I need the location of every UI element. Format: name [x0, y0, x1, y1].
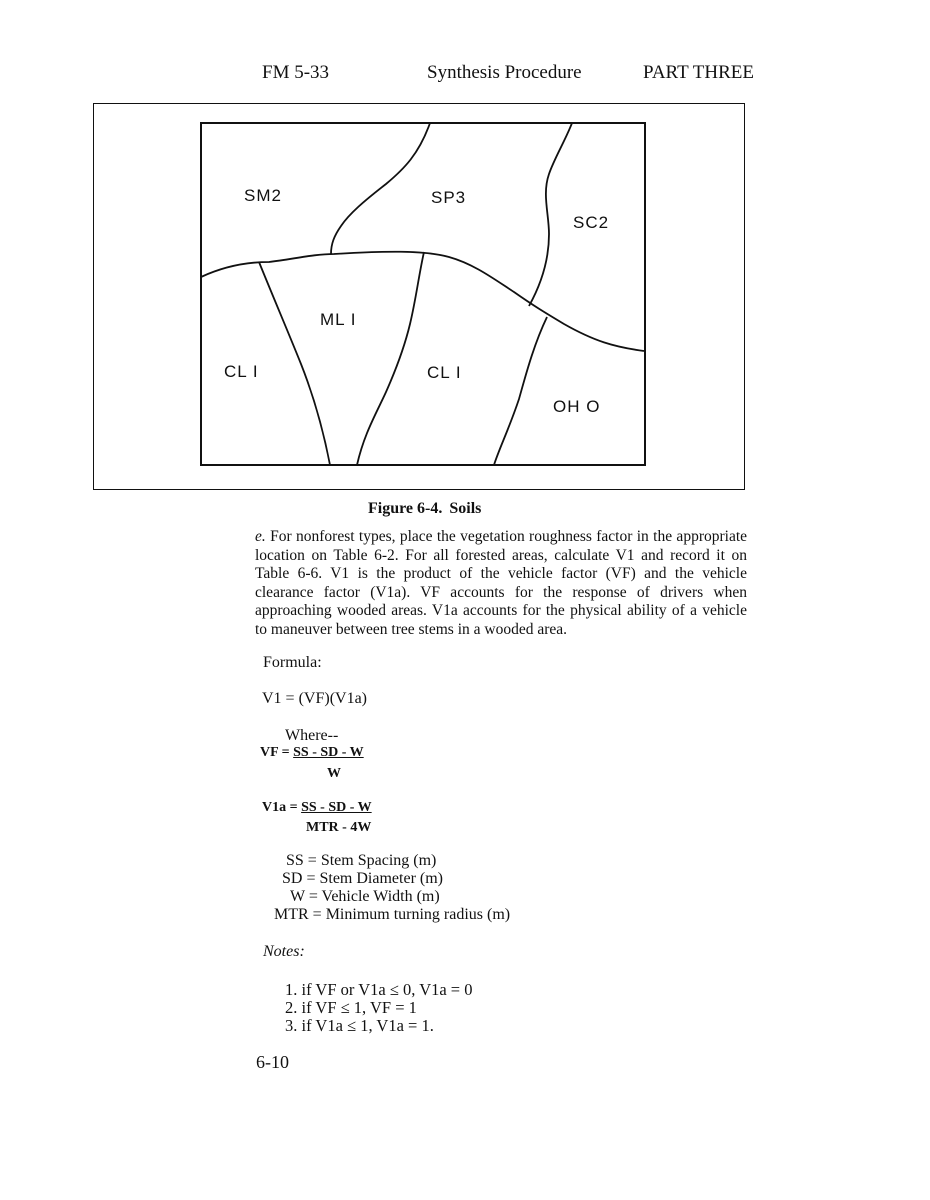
page-number: 6-10 — [256, 1052, 289, 1072]
vf-denominator: W — [327, 766, 341, 781]
region-label-ml1: ML I — [320, 310, 357, 329]
region-label-cl1-mid: CL I — [427, 363, 462, 382]
boundary-cl1-oh0 — [494, 317, 547, 465]
region-label-sp3: SP3 — [431, 188, 467, 207]
definition-sd: SD = Stem Diameter (m) — [282, 870, 443, 887]
definition-w: W = Vehicle Width (m) — [290, 888, 440, 905]
notes-label: Notes: — [263, 943, 305, 960]
vf-lhs: VF = — [260, 745, 290, 760]
paragraph-e — [255, 528, 747, 639]
boundary-ml1-cl1 — [357, 252, 424, 465]
region-label-sm2: SM2 — [244, 186, 282, 205]
soil-map — [94, 104, 746, 491]
header-part: PART THREE — [643, 62, 754, 83]
formula-main: V1 = (VF)(V1a) — [262, 690, 367, 707]
v1a-formula — [262, 800, 372, 816]
boundary-horizontal — [201, 252, 644, 351]
figure-title: Soils — [449, 500, 482, 517]
header-doc-id: FM 5-33 — [262, 62, 330, 83]
vf-numerator: SS - SD - W — [293, 745, 364, 760]
note-item: 3. if V1a ≤ 1, V1a = 1. — [285, 1016, 434, 1035]
figure-frame — [93, 103, 745, 490]
definition-mtr: MTR = Minimum turning radius (m) — [274, 906, 511, 923]
boundary-cl1-ml1 — [259, 262, 330, 465]
paragraph-lead: e. — [255, 528, 266, 545]
figure-number: Figure 6-4. — [368, 500, 443, 517]
boundary-sp3-sc2 — [529, 123, 572, 306]
note-item: 2. if VF ≤ 1, VF = 1 — [285, 998, 417, 1017]
v1a-lhs: V1a = — [262, 800, 298, 815]
region-label-cl1-left: CL I — [224, 362, 259, 381]
formula-label: Formula: — [263, 654, 322, 671]
v1a-denominator: MTR - 4W — [306, 820, 372, 835]
vf-formula — [260, 745, 364, 761]
paragraph-text: For nonforest types, place the vegetation roughness factor in the appropriate location on Table 6-2. For all forested areas, calculate V1 and record it on Table 6-6. V1 is the product of the vehicle factor (VF) and the vehicle clearance factor (V1a). VF accounts for the response of drivers when approaching wooded areas. V1a accounts for the physical ability of a vehicle to maneuver between tree stems in a wooded area. — [255, 528, 748, 638]
boundary-sm2-sp3 — [331, 123, 430, 254]
region-label-sc2: SC2 — [573, 213, 610, 232]
v1a-numerator: SS - SD - W — [301, 800, 372, 815]
figure-caption — [368, 500, 488, 518]
definition-ss: SS = Stem Spacing (m) — [286, 852, 437, 869]
where-label: Where-- — [285, 727, 339, 744]
header-section-title: Synthesis Procedure — [427, 62, 582, 83]
note-item: 1. if VF or V1a ≤ 0, V1a = 0 — [285, 980, 473, 999]
region-label-oh0: OH O — [553, 397, 601, 416]
